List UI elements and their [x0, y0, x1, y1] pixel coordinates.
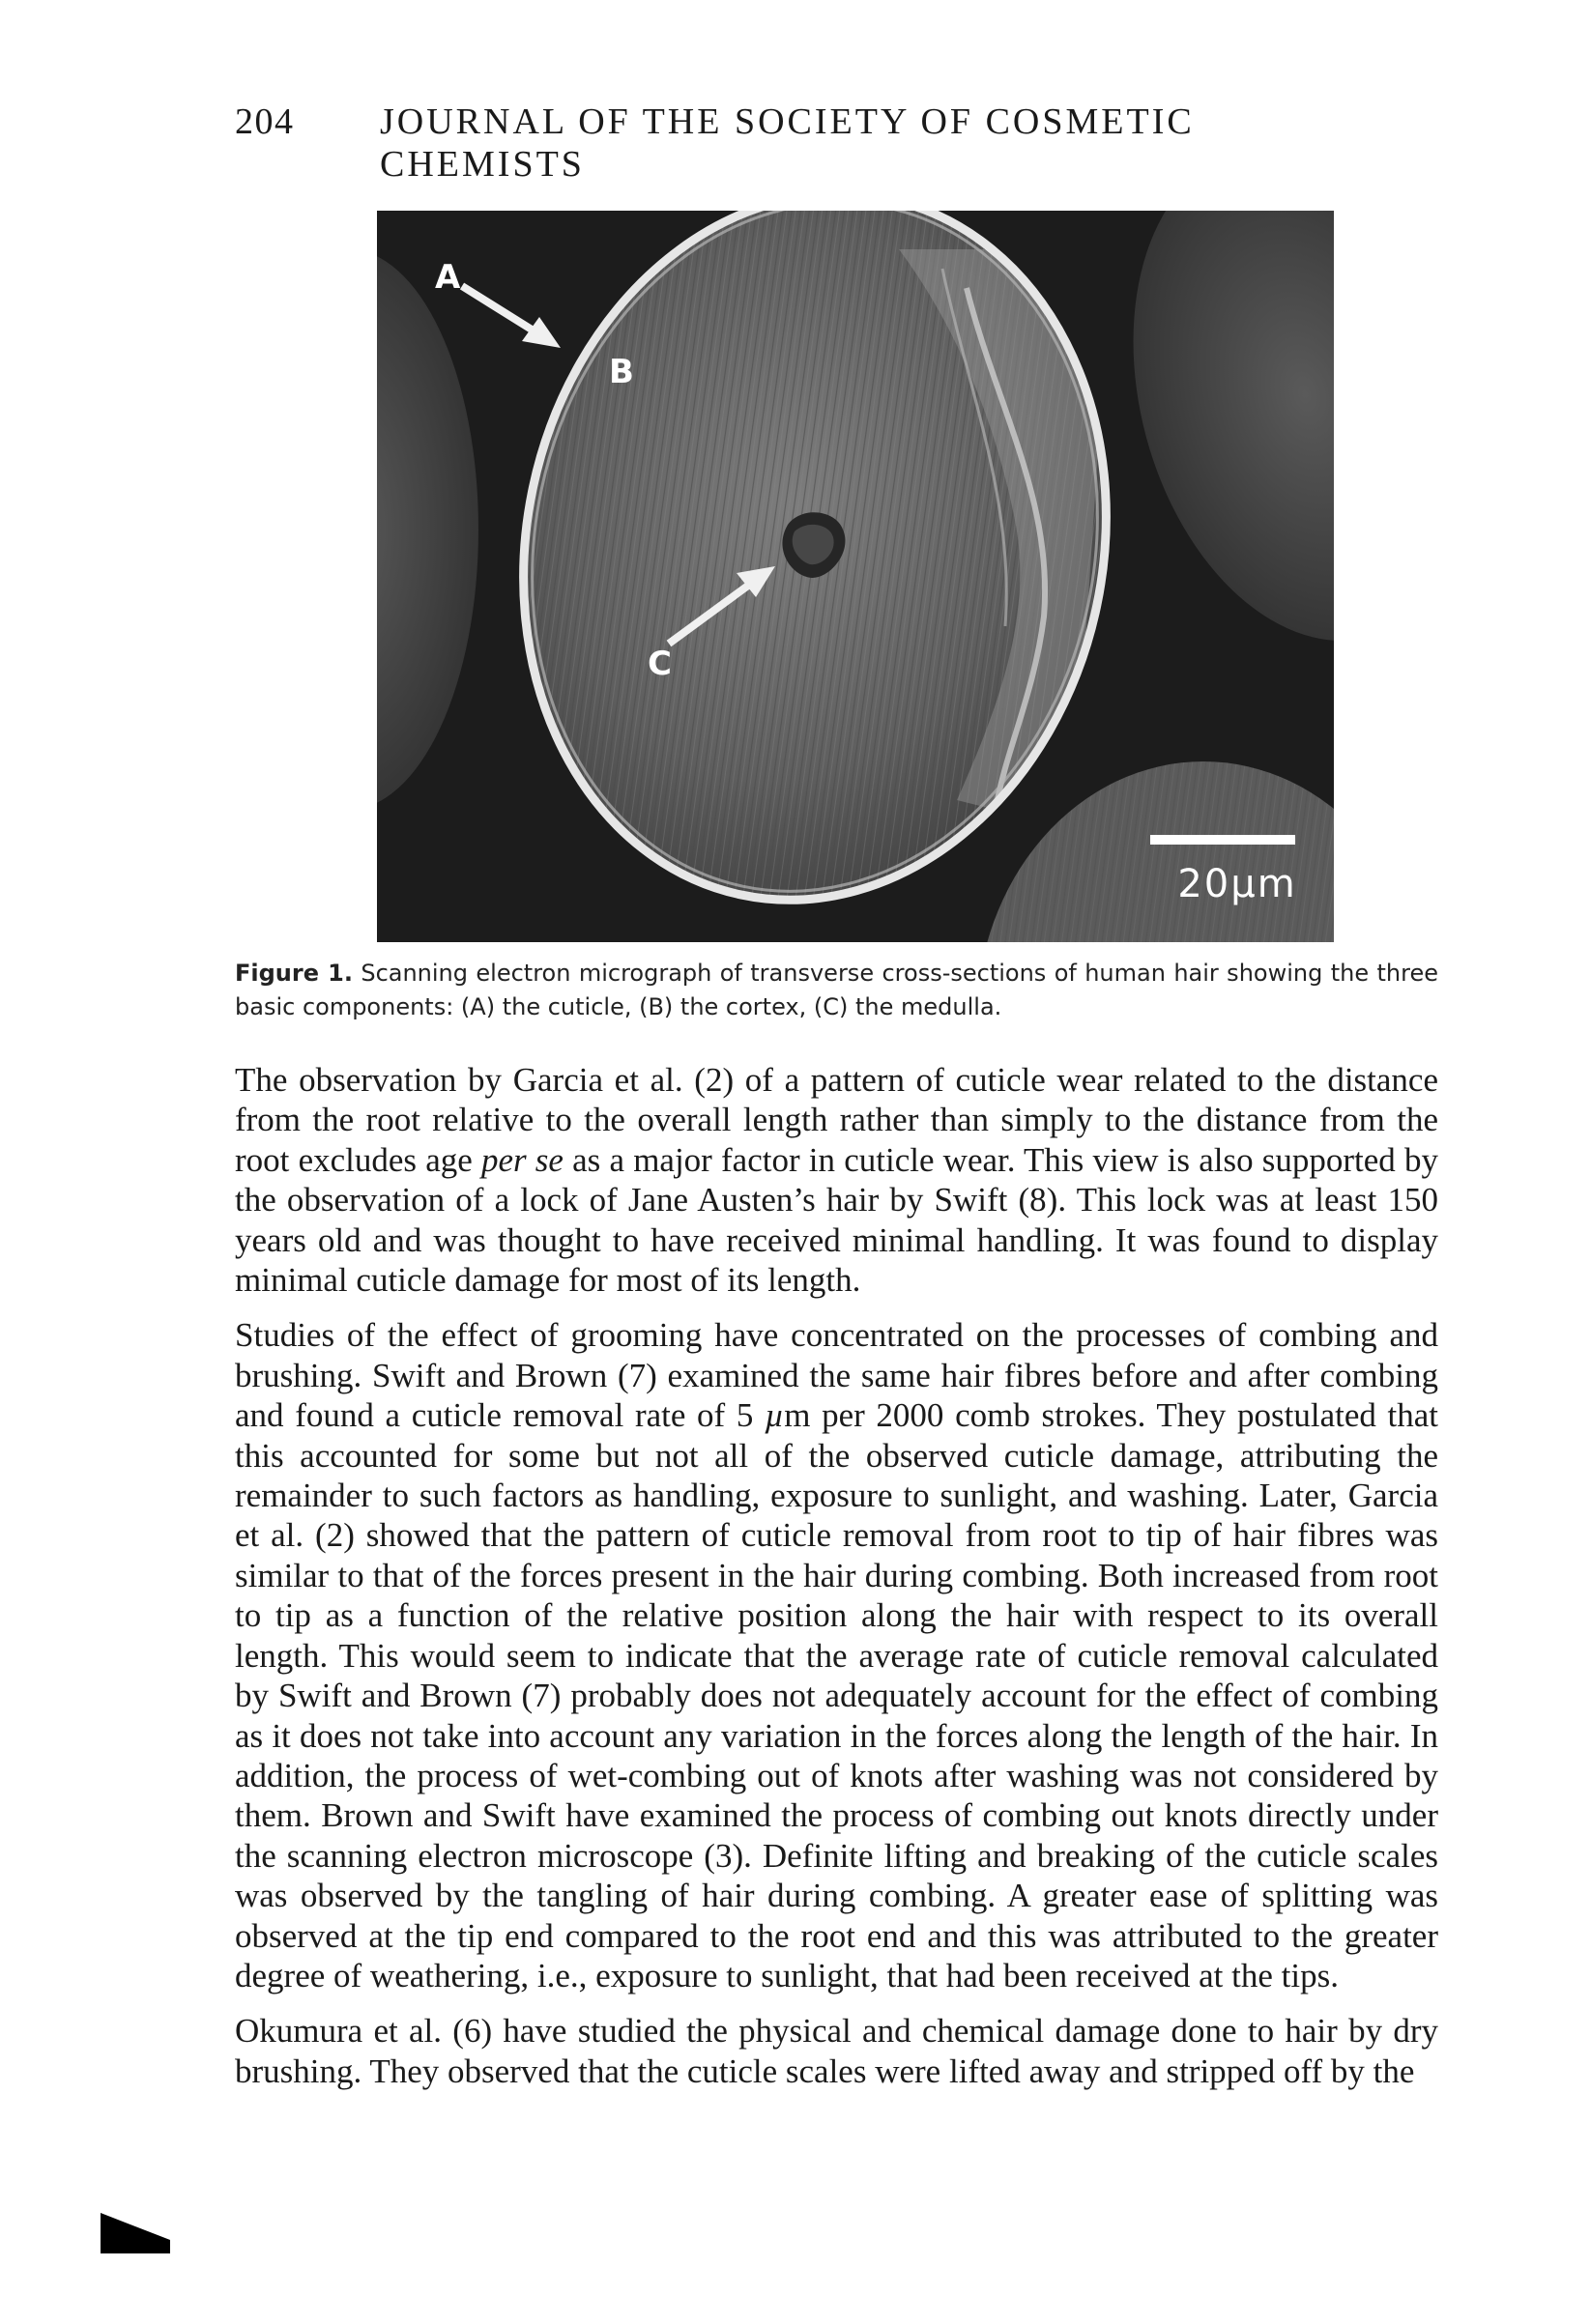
paragraph-text: as a major factor in cuticle wear. This view is also supported by the observation of a lock of Jane Austen’s hair by Swift (8). This lock was at least 150 years old and was thought to have received minimal handling. It was found to display minimal cuticle damage for most of its length.	[235, 1140, 1438, 1300]
scale-bar	[1150, 835, 1295, 845]
page-number: 204	[235, 101, 295, 142]
page-corner-mark	[101, 2213, 170, 2253]
scale-bar-label: 20µm	[1177, 862, 1297, 906]
italic-symbol: µ	[765, 1396, 785, 1435]
figure-micrograph	[377, 211, 1334, 942]
paragraph-text: The observation by Garcia et al. (2) of a pattern of cuticle wear related to the distance from the root relative to the overall length rather than simply to the distance from the root excludes age	[235, 1061, 1438, 1179]
label-a: A	[435, 258, 461, 297]
label-b: B	[609, 353, 634, 391]
running-title: JOURNAL OF THE SOCIETY OF COSMETIC CHEMISTS	[380, 101, 1195, 185]
paragraph: Okumura et al. (6) have studied the physical and chemical damage done to hair by dry brushing. They observed that the cuticle scales were lifted away and stripped off by the	[235, 2012, 1438, 2090]
caption-label: Figure 1.	[235, 960, 353, 987]
paragraph	[235, 1315, 1438, 1995]
paragraph-text: Studies of the effect of grooming have concentrated on the processes of combing and brushing. Swift and Brown (7) examined the same hair fibres before and after combing and found a cuticle removal rate of 5	[235, 1316, 1438, 1435]
caption-text: Scanning electron micrograph of transverse cross-sections of human hair showing the three basic components: (A) the cuticle, (B) the cortex, (C) the medulla.	[235, 960, 1438, 1020]
article-body	[235, 1060, 1438, 2107]
paragraph-text: m per 2000 comb strokes. They postulated that this accounted for some but not all of the observed cuticle damage, attributing the remainder to such factors as handling, exposure to sunlight, and washing. Later, Garcia et al. (2) showed that the pattern of cuticle removal from root to tip of hair fibres was similar to that of the forces present in the hair during combing. Both increased from root to tip as a function of the relative position along the hair with respect to its overall length. This would seem to indicate that the average rate of cuticle removal calculated by Swift and Brown (7) probably does not adequately account for the effect of combing as it does not take into account any variation in the forces along the length of the hair. In addition, the process of wet-combing out of knots after washing was not considered by them. Brown and Swift have examined the process of combing out knots directly under the scanning electron microscope (3). Definite lifting and breaking of the cuticle scales was observed by the tangling of hair during combing. A greater ease of splitting was observed at the tip end compared to the root end and this was attributed to the greater degree of weathering, i.e., exposure to sunlight, that had been received at the tips.	[235, 1396, 1438, 1994]
figure-caption	[235, 957, 1438, 1024]
italic-term: per se	[480, 1140, 564, 1179]
label-c: C	[648, 645, 672, 683]
paragraph	[235, 1060, 1438, 1300]
page-header	[235, 100, 1356, 185]
micrograph-image	[377, 211, 1334, 942]
